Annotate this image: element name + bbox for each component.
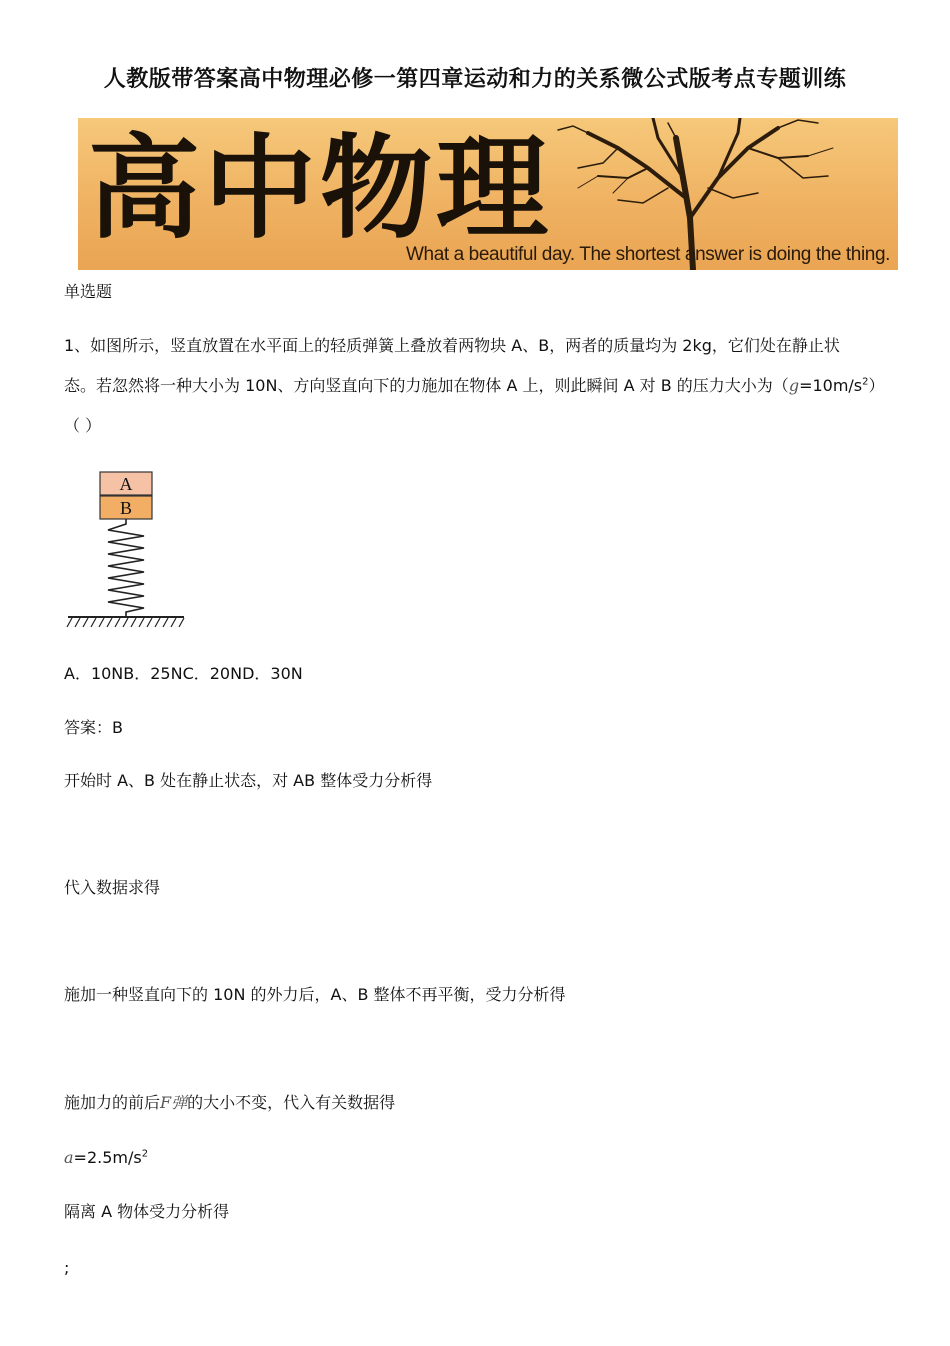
- answer-blank: （ ）: [64, 416, 102, 435]
- spring-force-symbol: F弹: [160, 1093, 188, 1112]
- banner-motto: What a beautiful day. The shortest answer is doing the thing.: [406, 244, 890, 265]
- block-a-label: A: [119, 474, 133, 494]
- g-symbol: g: [788, 376, 800, 395]
- explanation-1: 开始时 A、B 处在静止状态，对 AB 整体受力分析得: [64, 771, 433, 790]
- question-line-2: 态。若忽然将一种大小为 10N、方向竖直向下的力施加在物体 A 上，则此瞬间 A 对 B 的压力大小为$(g=10m/s^2)$: [64, 376, 885, 395]
- explanation-7: ;: [64, 1258, 70, 1277]
- explanation-2: 代入数据求得: [64, 878, 161, 897]
- section-heading: 单选题: [64, 282, 113, 301]
- block-b-label: B: [119, 498, 133, 518]
- spring-diagram: [64, 466, 194, 640]
- spring: [108, 519, 144, 616]
- ground-hatch: [67, 618, 184, 627]
- acceleration-symbol: a: [64, 1148, 74, 1167]
- explanation-5: $a=2.5m/s^2$: [64, 1148, 149, 1167]
- superscript: 2: [862, 376, 869, 388]
- banner-heading: 高中物理: [88, 123, 552, 254]
- answer-options: A．10NB．25NC．20ND．30N: [64, 664, 303, 683]
- answer-key: 答案：B: [64, 718, 123, 737]
- document-title: 人教版带答案高中物理必修一第四章运动和力的关系微公式版考点专题训练: [103, 67, 847, 92]
- banner-image: [78, 118, 898, 270]
- explanation-6: 隔离 A 物体受力分析得: [64, 1202, 230, 1221]
- explanation-4: 施加力的前后F弹的大小不变，代入有关数据得: [64, 1093, 396, 1112]
- explanation-3: 施加一种竖直向下的 10N 的外力后，A、B 整体不再平衡，受力分析得: [64, 985, 566, 1004]
- question-line-1: 1、如图所示，竖直放置在水平面上的轻质弹簧上叠放着两物块 A、B，两者的质量均为 2kg，它们处在静止状: [64, 336, 840, 355]
